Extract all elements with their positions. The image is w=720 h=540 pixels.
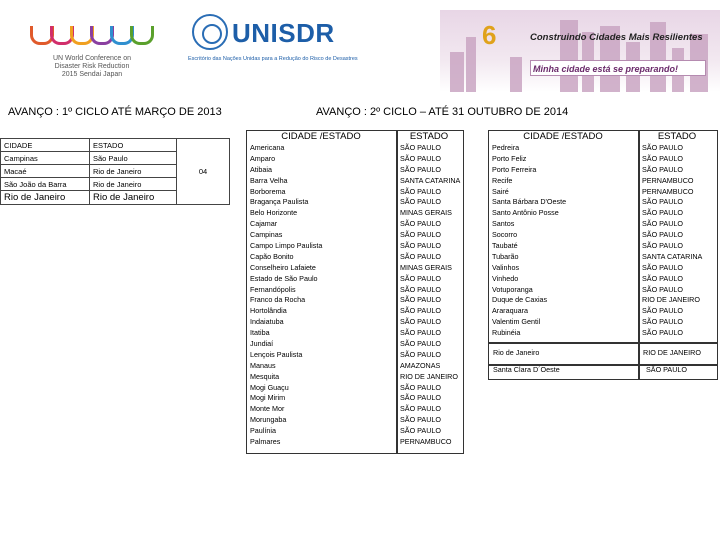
list-item-state: SANTA CATARINA — [400, 175, 461, 185]
list-item-city: Indaiatuba — [250, 317, 284, 327]
list-item-state: SÃO PAULO — [642, 328, 684, 338]
list-item-state: SÃO PAULO — [642, 306, 684, 316]
extra-row-state: RIO DE JANEIRO — [643, 348, 701, 357]
list-item-city: Sairé — [492, 186, 509, 196]
unisdr-subtitle: Escritório das Nações Unidas para a Redução do Risco de Desastres — [188, 56, 358, 62]
cycle2-right-state-list — [641, 143, 715, 339]
list-item-city: Valinhos — [492, 262, 520, 272]
list-item-state: SÃO PAULO — [400, 328, 442, 338]
col-header-city: CIDADE /ESTADO — [281, 131, 361, 142]
list-item-city: Campinas — [250, 230, 283, 240]
list-item-state: AMAZONAS — [400, 360, 441, 370]
unisdr-logo — [188, 14, 378, 84]
list-item-city: Porto Ferreira — [492, 164, 537, 174]
list-item-city: Manaus — [250, 360, 276, 370]
list-item-city: Hortolândia — [250, 306, 287, 316]
list-item-state: SÃO PAULO — [400, 284, 442, 294]
list-item-state: SÃO PAULO — [642, 153, 684, 163]
list-item-city: Jundiaí — [250, 339, 274, 349]
list-item-city: Fernandópolis — [250, 284, 296, 294]
list-item-city: Vinhedo — [492, 273, 519, 283]
list-item-state: SÃO PAULO — [642, 317, 684, 327]
list-item-city: Socorro — [492, 230, 518, 240]
table-row: Campinas São Paulo — [1, 152, 230, 165]
col-header-state: ESTADO — [409, 131, 449, 142]
cycle1-table — [0, 138, 230, 205]
section1-title: AVANÇO : 1º CICLO ATÉ MARÇO DE 2013 — [8, 106, 222, 118]
list-item-state: SÃO PAULO — [400, 186, 442, 196]
list-item-state: SÃO PAULO — [400, 404, 442, 414]
col-header-state: ESTADO — [657, 131, 697, 142]
list-item-state: SÃO PAULO — [642, 262, 684, 272]
campaign-number: 6 — [482, 20, 497, 50]
list-item-state: SÃO PAULO — [642, 284, 684, 294]
list-item-state: SÃO PAULO — [400, 415, 442, 425]
list-item-state: SÃO PAULO — [400, 251, 442, 261]
list-item-city: Americana — [250, 143, 285, 152]
table-row: Rio de Janeiro Rio de Janeiro — [1, 191, 230, 205]
list-item-state: SÃO PAULO — [400, 426, 442, 436]
list-item-state: SÃO PAULO — [400, 393, 442, 403]
list-item-state: SÃO PAULO — [400, 306, 442, 316]
list-item-state: MINAS GERAIS — [400, 208, 452, 218]
list-item-state: SÃO PAULO — [400, 382, 442, 392]
list-item-city: Borborema — [250, 186, 286, 196]
un-emblem-icon — [192, 14, 228, 50]
list-item-state: SÃO PAULO — [642, 143, 684, 152]
extra-row-state: SÃO PAULO — [646, 365, 688, 374]
cycle2-right-city-list — [491, 143, 636, 339]
list-item-city: Estado de São Paulo — [250, 273, 318, 283]
list-item-state: SÃO PAULO — [642, 164, 684, 174]
table-row: Macaé Rio de Janeiro — [1, 165, 230, 178]
list-item-city: Duque de Caxias — [492, 295, 548, 305]
list-item-state: PERNAMBUCO — [642, 175, 694, 185]
wcdrr-caption: UN World Conference on Disaster Risk Reduction 2015 Sendai Japan — [52, 55, 132, 78]
list-item-city: Campo Limpo Paulista — [250, 241, 323, 251]
cycle1-count: 04 — [177, 139, 230, 205]
list-item-state: PERNAMBUCO — [642, 186, 694, 196]
list-item-city: Santo Antônio Posse — [492, 208, 559, 218]
list-item-city: Palmares — [250, 437, 281, 447]
list-item-state: SÃO PAULO — [400, 317, 442, 327]
list-item-city: Atibaia — [250, 164, 272, 174]
list-item-state: SÃO PAULO — [400, 197, 442, 207]
col-header-state: ESTADO — [90, 139, 177, 152]
list-item-state: MINAS GERAIS — [400, 262, 452, 272]
cycle2-left-state-list — [399, 143, 461, 448]
list-item-city: Franco da Rocha — [250, 295, 306, 305]
list-item-state: RIO DE JANEIRO — [400, 371, 458, 381]
list-item-city: Amparo — [250, 153, 276, 163]
campaign-subtitle: Minha cidade está se preparando! — [530, 60, 706, 76]
list-item-state: SÃO PAULO — [642, 273, 684, 283]
list-item-state: SÃO PAULO — [400, 241, 442, 251]
list-item-state: SÃO PAULO — [400, 339, 442, 349]
list-item-state: SÃO PAULO — [642, 241, 684, 251]
list-item-city: Santa Bárbara D'Oeste — [492, 197, 567, 207]
list-item-city: Mogi Mirim — [250, 393, 286, 403]
list-item-city: Bragança Paulista — [250, 197, 309, 207]
campaign-title: Construindo Cidades Mais Resilientes — [530, 32, 703, 43]
list-item-state: SÃO PAULO — [400, 143, 442, 152]
list-item-state: SÃO PAULO — [642, 208, 684, 218]
campaign-banner — [440, 10, 720, 92]
list-item-city: Capão Bonito — [250, 251, 294, 261]
wave-icon — [130, 26, 154, 45]
list-item-city: Conselheiro Lafaiete — [250, 262, 316, 272]
list-item-city: Araraquara — [492, 306, 528, 316]
list-item-city: Belo Horizonte — [250, 208, 298, 218]
list-item-city: Taubaté — [492, 241, 518, 251]
list-item-city: Votuporanga — [492, 284, 533, 294]
list-item-city: Monte Mor — [250, 404, 285, 414]
extra-row-city: Rio de Janeiro — [493, 348, 540, 357]
unisdr-wordmark: UNISDR — [232, 18, 335, 48]
extra-row-city: Santa Clara D´Oeste — [493, 365, 560, 374]
list-item-city: Mesquita — [250, 371, 280, 381]
list-item-city: Santos — [492, 219, 515, 229]
list-item-city: Morungaba — [250, 415, 287, 425]
list-item-state: SÃO PAULO — [400, 295, 442, 305]
section2-title: AVANÇO : 2º CICLO – ATÉ 31 OUTUBRO DE 2014 — [316, 106, 569, 118]
list-item-state: SÃO PAULO — [400, 349, 442, 359]
list-item-city: Lençois Paulista — [250, 349, 303, 359]
list-item-state: SÃO PAULO — [642, 197, 684, 207]
list-item-state: SÃO PAULO — [400, 164, 442, 174]
cycle2-left-city-list — [249, 143, 394, 448]
list-item-city: Barra Velha — [250, 175, 288, 185]
list-item-city: Valentim Gentil — [492, 317, 541, 327]
list-item-state: SÃO PAULO — [400, 153, 442, 163]
list-item-state: RIO DE JANEIRO — [642, 295, 700, 305]
col-header-city: CIDADE — [1, 139, 90, 152]
list-item-state: SANTA CATARINA — [642, 251, 703, 261]
list-item-city: Rubinéia — [492, 328, 521, 338]
list-item-city: Pedreira — [492, 143, 520, 152]
header-banner — [0, 0, 720, 92]
list-item-city: Mogi Guaçu — [250, 382, 289, 392]
list-item-state: SÃO PAULO — [642, 230, 684, 240]
list-item-state: SÃO PAULO — [400, 219, 442, 229]
list-item-city: Cajamar — [250, 219, 278, 229]
list-item-city: Tubarão — [492, 251, 519, 261]
list-item-city: Porto Feliz — [492, 153, 527, 163]
list-item-state: SÃO PAULO — [642, 219, 684, 229]
list-item-state: SÃO PAULO — [400, 230, 442, 240]
list-item-city: Itatiba — [250, 328, 270, 338]
list-item-state: PERNAMBUCO — [400, 437, 452, 447]
list-item-state: SÃO PAULO — [400, 273, 442, 283]
list-item-city: Recife — [492, 175, 513, 185]
col-header-city: CIDADE /ESTADO — [523, 131, 603, 142]
table-row: São João da Barra Rio de Janeiro — [1, 178, 230, 191]
list-item-city: Paulínia — [250, 426, 276, 436]
